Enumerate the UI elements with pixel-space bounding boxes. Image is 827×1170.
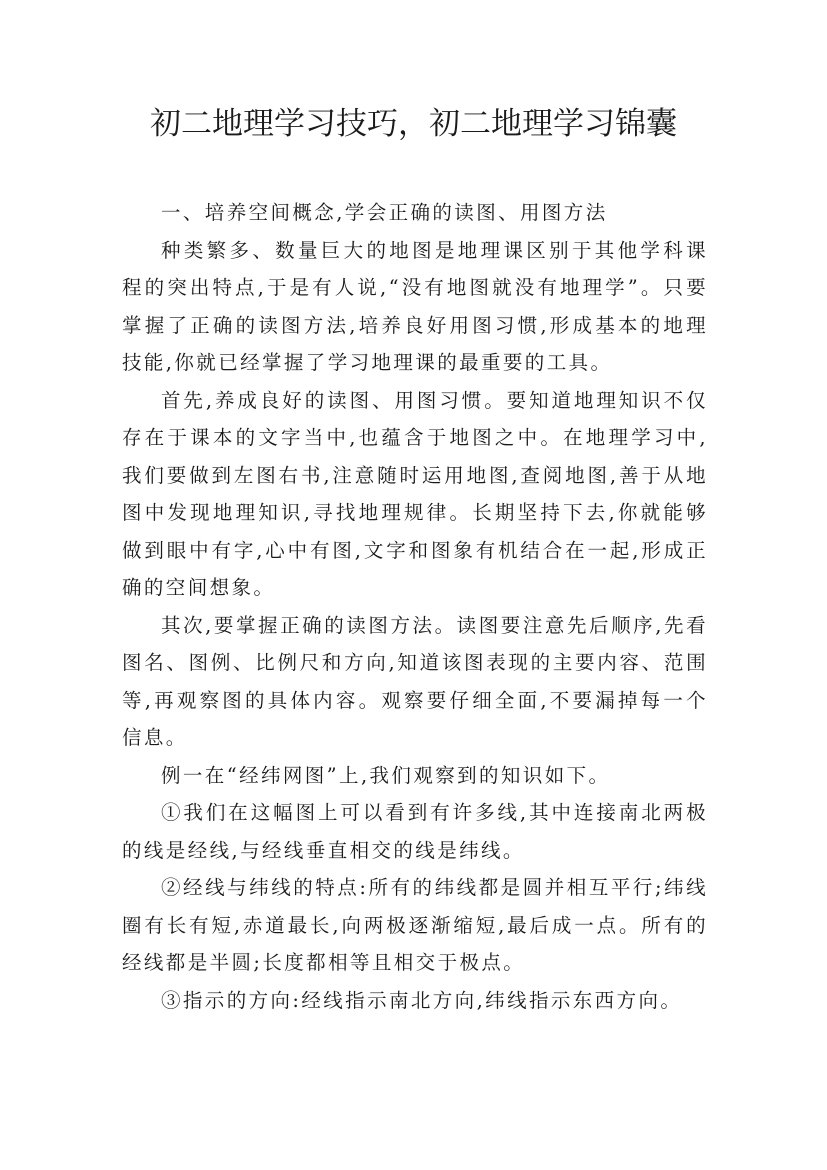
paragraph-example: 例一在“经纬网图”上,我们观察到的知识如下。 [161,763,611,787]
section-heading: 一、培养空间概念,学会正确的读图、用图方法 [161,201,608,224]
document-body [122,194,708,1019]
paragraph-first: 首先,养成良好的读图、用图习惯。要知道地理知识不仅存在于课本的文字当中,也蕴含于地图之中。在地理学习中,我们要做到左图右书,注意随时运用地图,查阅地图,善于从地图中发现地理知识,寻找地理规律。长期坚持下去,你就能够做到眼中有字,心中有图,文字和图象有机结合在一起,形成正确的空间想象。 [122,388,708,599]
paragraph-point-2: ②经线与纬线的特点:所有的纬线都是圆并相互平行;纬线圈有长有短,赤道最长,向两极逐渐缩短,最后成一点。所有的经线都是半圆;长度都相等且相交于极点。 [122,876,708,974]
paragraph-point-3: ③指示的方向:经线指示南北方向,纬线指示东西方向。 [161,988,683,1012]
document-title: 初二地理学习技巧，初二地理学习锦囊 [150,106,677,142]
paragraph-point-1: ①我们在这幅图上可以看到有许多线,其中连接南北两极的线是经线,与经线垂直相交的线是纬线。 [122,801,708,862]
paragraph-intro: 种类繁多、数量巨大的地图是地理课区别于其他学科课程的突出特点,于是有人说,“没有地图就没有地理学”。只要掌握了正确的读图方法,培养良好用图习惯,形成基本的地理技能,你就已经掌握了学习地理课的最重要的工具。 [122,238,708,374]
paragraph-second: 其次,要掌握正确的读图方法。读图要注意先后顺序,先看图名、图例、比例尺和方向,知道该图表现的主要内容、范围等,再观察图的具体内容。观察要仔细全面,不要漏掉每一个信息。 [122,613,708,749]
